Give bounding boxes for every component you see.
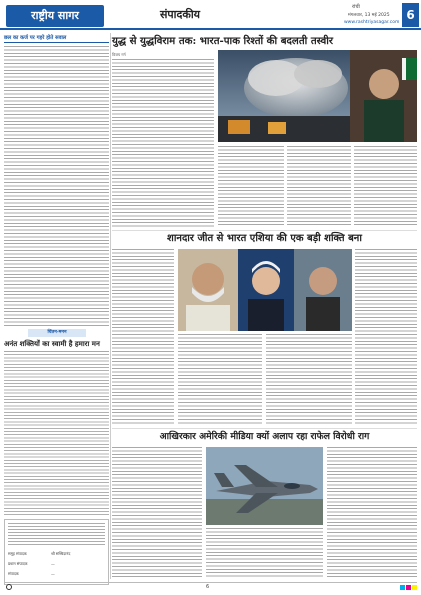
lead-byline: विजय गर्ग: [112, 52, 126, 57]
mid-body-col1: [112, 249, 174, 425]
left-column: [4, 33, 109, 576]
imprint-role: संपादक: [8, 571, 19, 576]
website-url: www.rashtriyasagar.com: [344, 20, 400, 25]
mid-body-col3: [266, 334, 352, 425]
masthead-logo: [6, 5, 104, 27]
mid-headline: शानदार जीत से भारत एशिया की एक बड़ी शक्ति बना: [112, 230, 417, 246]
lead-body-col2: [218, 146, 284, 227]
masthead-title: राष्ट्रीय सागर: [31, 9, 79, 22]
imprint-role: समूह संपादक: [8, 551, 27, 556]
lead-body-col4: [354, 146, 417, 227]
editorial-title: छल का कर्ज पर गहरे होते सवाल: [4, 33, 109, 43]
date-label: मंगलवार, 13 मई 2025: [348, 13, 390, 18]
imprint-name: —: [51, 571, 55, 576]
war-smoke-photo: [218, 50, 417, 142]
editorial-body: [4, 46, 109, 326]
column-divider: [110, 33, 111, 579]
lead-body-col1: [112, 59, 214, 227]
section-title: संपादकीय: [160, 8, 201, 21]
imprint-box: [4, 519, 109, 585]
yellow-swatch-icon: [412, 585, 417, 590]
mid-body-col4: [355, 249, 417, 425]
imprint-role: प्रधान संपादक: [8, 561, 28, 566]
bottom-headline: आखिरकार अमेरिकी मीडिया क्यों अलाप रहा राफेल विरोधी राग: [112, 428, 417, 444]
lead-body-col3: [287, 146, 351, 227]
page-footer: [4, 582, 417, 592]
lead-headline: युद्ध से युद्धविराम तक: भारत-पाक रिश्तों की बदलती तस्वीर: [112, 35, 334, 47]
page-header: [0, 0, 421, 30]
cyan-swatch-icon: [400, 585, 405, 590]
page-number-badge: 6: [402, 3, 419, 27]
chintan-label: चिंतन-मनन: [28, 329, 86, 337]
opinion-title: अनंत शक्तियों का स्वामी है हमारा मन: [4, 339, 109, 352]
rafale-jet-photo: [206, 447, 323, 525]
bottom-body-col1: [112, 447, 202, 579]
imprint-text: [8, 523, 105, 547]
opinion-body: [4, 351, 109, 515]
imprint-name: —: [51, 561, 55, 566]
imprint-name: श्री सच्चिदानंद: [51, 551, 71, 556]
footer-page-marker: 6: [206, 584, 210, 590]
mid-body-col2: [178, 334, 262, 425]
bottom-body-col2: [206, 528, 323, 579]
city-label: रांची: [352, 4, 360, 10]
leaders-photo: [178, 249, 352, 331]
registration-mark-icon: [6, 584, 12, 590]
magenta-swatch-icon: [406, 585, 411, 590]
bottom-body-col3: [327, 447, 417, 579]
